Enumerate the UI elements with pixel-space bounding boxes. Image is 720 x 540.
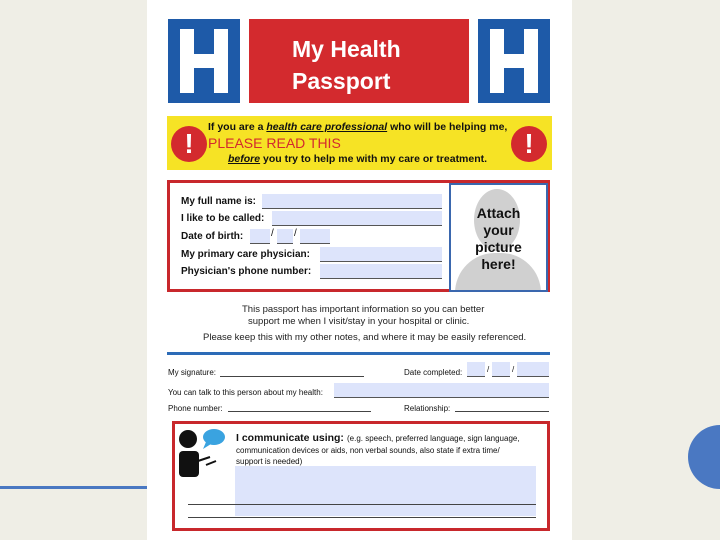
photo-placeholder[interactable] bbox=[449, 183, 548, 292]
warning-line-1: If you are a health care professional who will be helping me, bbox=[208, 121, 508, 133]
hospital-h-icon-right bbox=[478, 19, 550, 103]
decorative-line bbox=[0, 486, 150, 489]
title-line-2: Passport bbox=[292, 68, 391, 94]
speech-bubble-person-icon bbox=[176, 425, 226, 479]
communicate-title: I communicate using: bbox=[236, 432, 344, 444]
relationship-line[interactable] bbox=[455, 411, 549, 412]
warning-please-read: PLEASE READ THIS bbox=[208, 135, 341, 151]
communicate-desc-line-3: support is needed) bbox=[236, 457, 303, 466]
full-name-label: My full name is: bbox=[181, 196, 257, 207]
signature-line[interactable] bbox=[220, 376, 364, 377]
dob-separator: / bbox=[271, 228, 274, 239]
signature-label: My signature: bbox=[168, 368, 217, 377]
page-title bbox=[249, 19, 469, 103]
date-year-field[interactable] bbox=[517, 362, 549, 377]
communicate-desc-line-2: communication devices or aids, non verbal sounds, also state if extra time/ bbox=[236, 446, 500, 455]
called-field[interactable] bbox=[272, 211, 442, 226]
date-day-field[interactable] bbox=[492, 362, 510, 377]
physician-field[interactable] bbox=[320, 247, 442, 262]
dob-label: Date of birth: bbox=[181, 231, 244, 242]
photo-instructions: Attach your picture here! bbox=[475, 205, 522, 272]
physician-label: My primary care physician: bbox=[181, 249, 310, 260]
contact-phone-line[interactable] bbox=[228, 411, 371, 412]
communicate-field[interactable] bbox=[235, 466, 536, 516]
relationship-label: Relationship: bbox=[404, 404, 451, 413]
info-line-1: This passport has important information so you can better bbox=[242, 304, 485, 315]
hospital-h-icon-left bbox=[168, 19, 240, 103]
full-name-field[interactable] bbox=[262, 194, 442, 209]
communicate-line[interactable] bbox=[188, 517, 536, 518]
date-month-field[interactable] bbox=[467, 362, 485, 377]
physician-phone-field[interactable] bbox=[320, 264, 442, 279]
talk-to-label: You can talk to this person about my health: bbox=[168, 388, 323, 397]
talk-to-field[interactable] bbox=[334, 383, 549, 398]
dob-separator: / bbox=[294, 228, 297, 239]
title-line-1: My Health bbox=[292, 36, 401, 62]
info-line-3: Please keep this with my other notes, and where it may be easily referenced. bbox=[203, 332, 527, 343]
info-line-2: support me when I visit/stay in your hospital or clinic. bbox=[248, 316, 470, 327]
communicate-desc-line-1: (e.g. speech, preferred language, sign language, bbox=[347, 434, 520, 443]
contact-phone-label: Phone number: bbox=[168, 404, 223, 413]
physician-phone-label: Physician's phone number: bbox=[181, 266, 312, 277]
date-completed-label: Date completed: bbox=[404, 368, 463, 377]
warning-line-3: before you try to help me with my care or treatment. bbox=[228, 153, 488, 165]
dob-year-field[interactable] bbox=[300, 229, 330, 244]
exclamation-icon: ! bbox=[511, 126, 547, 162]
section-divider bbox=[167, 352, 550, 355]
exclamation-icon: ! bbox=[171, 126, 207, 162]
dob-month-field[interactable] bbox=[250, 229, 270, 244]
dob-day-field[interactable] bbox=[277, 229, 293, 244]
decorative-circle bbox=[688, 425, 720, 489]
called-label: I like to be called: bbox=[181, 213, 265, 224]
communicate-line[interactable] bbox=[188, 504, 536, 505]
